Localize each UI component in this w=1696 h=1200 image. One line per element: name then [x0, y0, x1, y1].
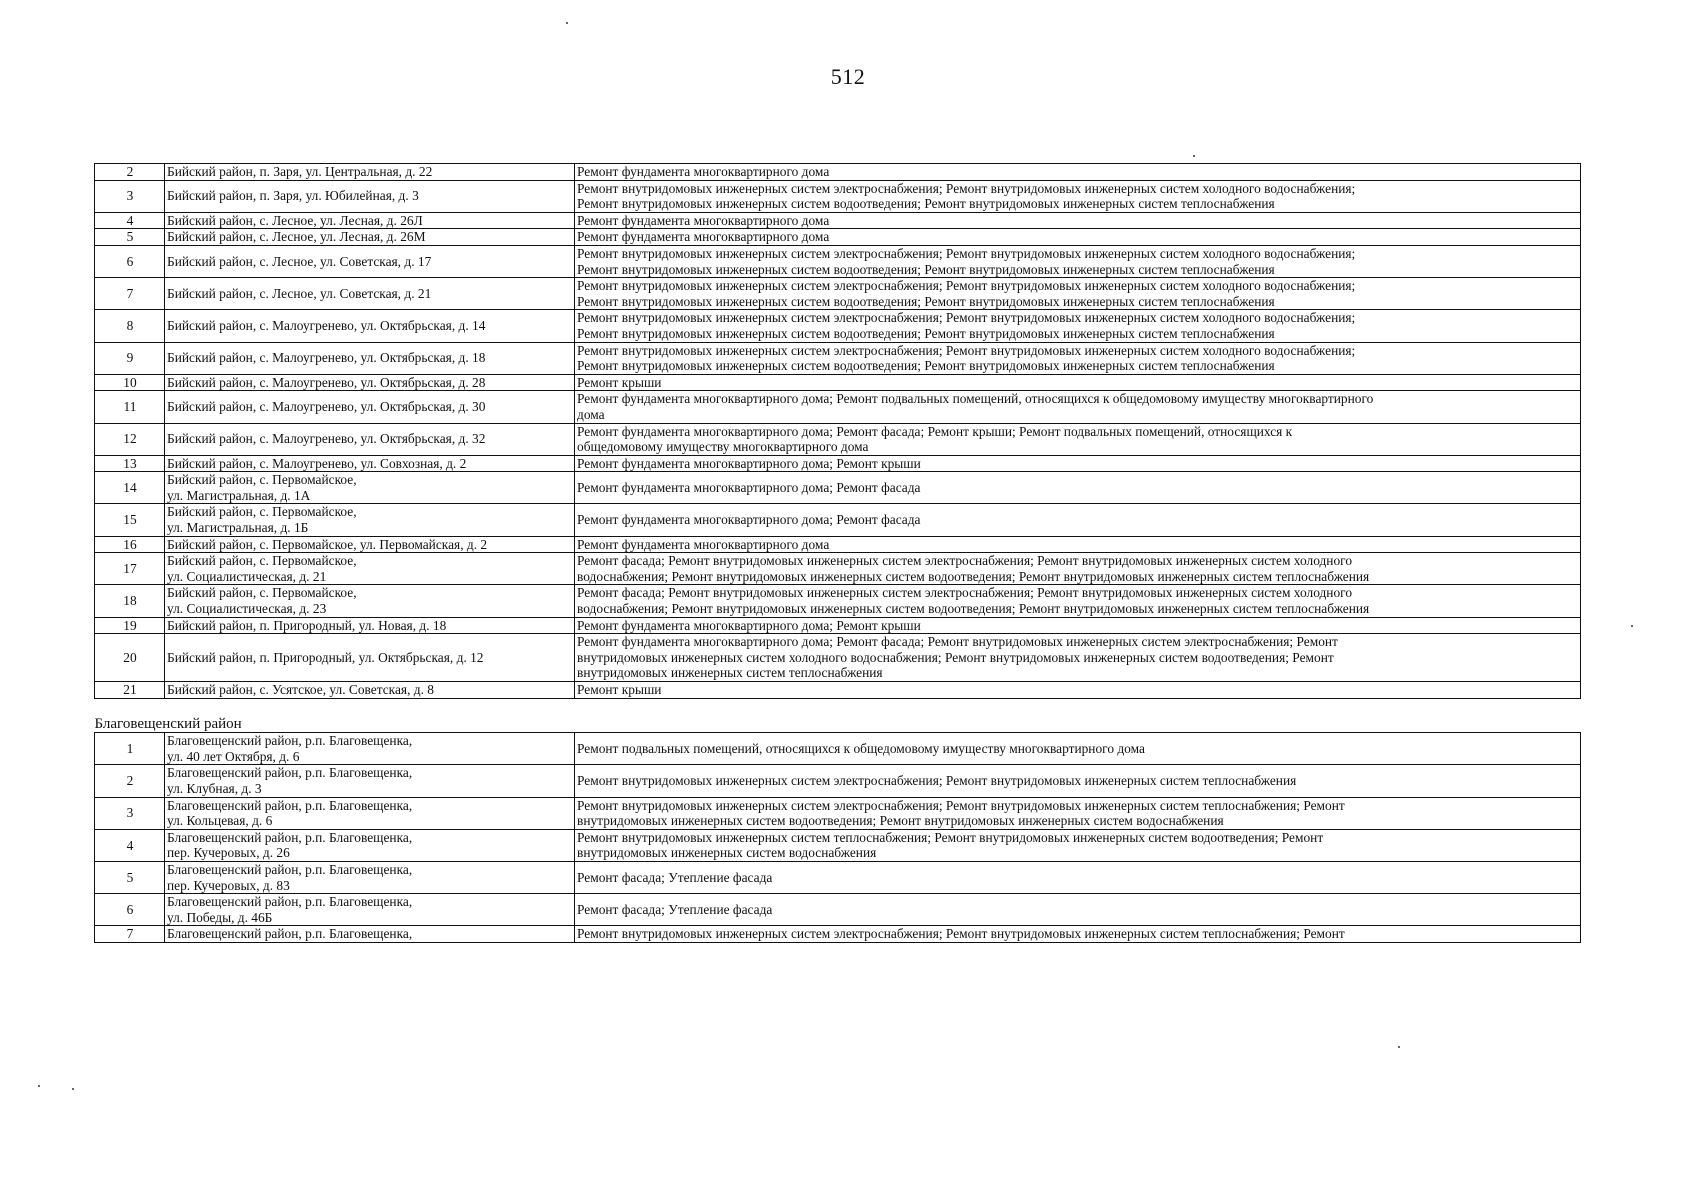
work-type-cell: Ремонт подвальных помещений, относящихся к общедомовому имуществу многоквартирного дома — [575, 733, 1581, 765]
work-type-cell: Ремонт внутридомовых инженерных систем электроснабжения; Ремонт внутридомовых инженерных систем теплоснабжения; Ремонт внутридомовых инженерных систем водоотведения; Ремонт внутридомовых инженерных систем водоснабжения — [575, 797, 1581, 829]
table-row — [95, 797, 1581, 829]
row-number: 14 — [95, 472, 165, 504]
table-row — [95, 553, 1581, 585]
row-number: 20 — [95, 634, 165, 682]
row-number: 21 — [95, 682, 165, 699]
work-type-cell: Ремонт внутридомовых инженерных систем электроснабжения; Ремонт внутридомовых инженерных систем теплоснабжения — [575, 765, 1581, 797]
row-number: 5 — [95, 229, 165, 246]
scan-speck — [72, 1088, 74, 1090]
table-row — [95, 472, 1581, 504]
address-cell: Бийский район, с. Малоугренево, ул. Октябрьская, д. 28 — [165, 374, 575, 391]
row-number: 8 — [95, 310, 165, 342]
district-section-title: Благовещенский район — [95, 698, 1581, 733]
row-number: 3 — [95, 180, 165, 212]
address-cell: Бийский район, с. Малоугренево, ул. Октябрьская, д. 14 — [165, 310, 575, 342]
row-number: 6 — [95, 245, 165, 277]
address-cell: Бийский район, с. Первомайское, ул. Социалистическая, д. 23 — [165, 585, 575, 617]
table-row — [95, 164, 1581, 181]
table-row — [95, 229, 1581, 246]
work-type-cell: Ремонт крыши — [575, 682, 1581, 699]
address-cell: Бийский район, п. Заря, ул. Центральная, д. 22 — [165, 164, 575, 181]
table-row — [95, 180, 1581, 212]
address-cell: Бийский район, с. Первомайское, ул. Магистральная, д. 1Б — [165, 504, 575, 536]
scan-speck — [1398, 1046, 1400, 1048]
address-cell: Благовещенский район, р.п. Благовещенка, ул. Кольцевая, д. 6 — [165, 797, 575, 829]
row-number: 13 — [95, 455, 165, 472]
work-type-cell: Ремонт фундамента многоквартирного дома; Ремонт фасада; Ремонт крыши; Ремонт подвальных помещений, относящихся к общедомовому имуществу многоквартирного дома — [575, 423, 1581, 455]
scan-speck — [566, 22, 568, 24]
table-row — [95, 733, 1581, 765]
row-number: 12 — [95, 423, 165, 455]
row-number: 11 — [95, 391, 165, 423]
address-cell: Благовещенский район, р.п. Благовещенка, ул. 40 лет Октября, д. 6 — [165, 733, 575, 765]
table-row — [95, 391, 1581, 423]
table-row — [95, 682, 1581, 699]
address-cell: Бийский район, с. Малоугренево, ул. Совхозная, д. 2 — [165, 455, 575, 472]
repair-table-body — [95, 164, 1581, 943]
row-number: 7 — [95, 278, 165, 310]
page-number: 512 — [830, 64, 866, 89]
work-type-cell: Ремонт фундамента многоквартирного дома — [575, 229, 1581, 246]
address-cell: Бийский район, п. Пригородный, ул. Новая, д. 18 — [165, 617, 575, 634]
address-cell: Бийский район, с. Лесное, ул. Лесная, д. 26М — [165, 229, 575, 246]
work-type-cell: Ремонт фасада; Ремонт внутридомовых инженерных систем электроснабжения; Ремонт внутридомовых инженерных систем холодного водоснабжения; Ремонт внутридомовых инженерных систем водоотведения; Ремонт внутридомовых инженерных систем теплоснабжения — [575, 553, 1581, 585]
work-type-cell: Ремонт внутридомовых инженерных систем электроснабжения; Ремонт внутридомовых инженерных систем холодного водоснабжения; Ремонт внутридомовых инженерных систем водоотведения; Ремонт внутридомовых инженерных систем теплоснабжения — [575, 310, 1581, 342]
work-type-cell: Ремонт фундамента многоквартирного дома — [575, 164, 1581, 181]
address-cell: Бийский район, с. Лесное, ул. Советская, д. 21 — [165, 278, 575, 310]
row-number: 17 — [95, 553, 165, 585]
work-type-cell: Ремонт внутридомовых инженерных систем электроснабжения; Ремонт внутридомовых инженерных систем теплоснабжения; Ремонт — [575, 926, 1581, 943]
scan-speck — [1193, 155, 1195, 157]
table-row — [95, 536, 1581, 553]
table-row — [95, 310, 1581, 342]
address-cell: Благовещенский район, р.п. Благовещенка, пер. Кучеровых, д. 26 — [165, 829, 575, 861]
table-row — [95, 829, 1581, 861]
address-cell: Благовещенский район, р.п. Благовещенка, ул. Клубная, д. 3 — [165, 765, 575, 797]
work-type-cell: Ремонт внутридомовых инженерных систем электроснабжения; Ремонт внутридомовых инженерных систем холодного водоснабжения; Ремонт внутридомовых инженерных систем водоотведения; Ремонт внутридомовых инженерных систем теплоснабжения — [575, 278, 1581, 310]
table-row — [95, 423, 1581, 455]
district-section-row — [95, 698, 1581, 733]
address-cell: Бийский район, с. Лесное, ул. Советская, д. 17 — [165, 245, 575, 277]
work-type-cell: Ремонт крыши — [575, 374, 1581, 391]
row-number: 1 — [95, 733, 165, 765]
table-row — [95, 894, 1581, 926]
table-row — [95, 455, 1581, 472]
address-cell: Бийский район, с. Усятское, ул. Советская, д. 8 — [165, 682, 575, 699]
work-type-cell: Ремонт фундамента многоквартирного дома; Ремонт фасада — [575, 472, 1581, 504]
address-cell: Благовещенский район, р.п. Благовещенка, пер. Кучеровых, д. 83 — [165, 861, 575, 893]
row-number: 15 — [95, 504, 165, 536]
address-cell: Благовещенский район, р.п. Благовещенка, ул. Победы, д. 46Б — [165, 894, 575, 926]
work-type-cell: Ремонт фундамента многоквартирного дома; Ремонт крыши — [575, 455, 1581, 472]
address-cell: Бийский район, с. Малоугренево, ул. Октябрьская, д. 30 — [165, 391, 575, 423]
work-type-cell: Ремонт фундамента многоквартирного дома; Ремонт фасада — [575, 504, 1581, 536]
address-cell: Бийский район, с. Лесное, ул. Лесная, д. 26Л — [165, 212, 575, 229]
address-cell: Бийский район, с. Малоугренево, ул. Октябрьская, д. 32 — [165, 423, 575, 455]
row-number: 10 — [95, 374, 165, 391]
address-cell: Бийский район, с. Первомайское, ул. Социалистическая, д. 21 — [165, 553, 575, 585]
row-number: 19 — [95, 617, 165, 634]
work-type-cell: Ремонт внутридомовых инженерных систем электроснабжения; Ремонт внутридомовых инженерных систем холодного водоснабжения; Ремонт внутридомовых инженерных систем водоотведения; Ремонт внутридомовых инженерных систем теплоснабжения — [575, 245, 1581, 277]
work-type-cell: Ремонт фундамента многоквартирного дома; Ремонт фасада; Ремонт внутридомовых инженерных систем электроснабжения; Ремонт внутридомовых инженерных систем холодного водоснабжения; Ремонт внутридомовых инженерных систем водоотведения; Ремонт внутридомовых инженерных систем теплоснабжения — [575, 634, 1581, 682]
table-row — [95, 926, 1581, 943]
table-row — [95, 765, 1581, 797]
work-type-cell: Ремонт фасада; Ремонт внутридомовых инженерных систем электроснабжения; Ремонт внутридомовых инженерных систем холодного водоснабжения; Ремонт внутридомовых инженерных систем водоотведения; Ремонт внутридомовых инженерных систем теплоснабжения — [575, 585, 1581, 617]
work-type-cell: Ремонт внутридомовых инженерных систем электроснабжения; Ремонт внутридомовых инженерных систем холодного водоснабжения; Ремонт внутридомовых инженерных систем водоотведения; Ремонт внутридомовых инженерных систем теплоснабжения — [575, 180, 1581, 212]
scan-speck — [1631, 625, 1633, 627]
table-row — [95, 634, 1581, 682]
address-cell: Благовещенский район, р.п. Благовещенка, — [165, 926, 575, 943]
table-row — [95, 861, 1581, 893]
table-row — [95, 245, 1581, 277]
row-number: 4 — [95, 829, 165, 861]
work-type-cell: Ремонт внутридомовых инженерных систем теплоснабжения; Ремонт внутридомовых инженерных систем водоотведения; Ремонт внутридомовых инженерных систем водоснабжения — [575, 829, 1581, 861]
row-number: 18 — [95, 585, 165, 617]
table-row — [95, 212, 1581, 229]
row-number: 6 — [95, 894, 165, 926]
address-cell: Бийский район, п. Пригородный, ул. Октябрьская, д. 12 — [165, 634, 575, 682]
row-number: 5 — [95, 861, 165, 893]
row-number: 4 — [95, 212, 165, 229]
row-number: 2 — [95, 164, 165, 181]
work-type-cell: Ремонт фундамента многоквартирного дома; Ремонт подвальных помещений, относящихся к общедомовому имуществу многоквартирного дома — [575, 391, 1581, 423]
scan-speck — [38, 1085, 40, 1087]
repair-table — [94, 163, 1581, 943]
work-type-cell: Ремонт внутридомовых инженерных систем электроснабжения; Ремонт внутридомовых инженерных систем холодного водоснабжения; Ремонт внутридомовых инженерных систем водоотведения; Ремонт внутридомовых инженерных систем теплоснабжения — [575, 342, 1581, 374]
table-row — [95, 342, 1581, 374]
row-number: 9 — [95, 342, 165, 374]
table-row — [95, 504, 1581, 536]
row-number: 16 — [95, 536, 165, 553]
work-type-cell: Ремонт фасада; Утепление фасада — [575, 861, 1581, 893]
address-cell: Бийский район, с. Первомайское, ул. Магистральная, д. 1А — [165, 472, 575, 504]
row-number: 3 — [95, 797, 165, 829]
address-cell: Бийский район, с. Первомайское, ул. Первомайская, д. 2 — [165, 536, 575, 553]
row-number: 7 — [95, 926, 165, 943]
table-row — [95, 278, 1581, 310]
work-type-cell: Ремонт фундамента многоквартирного дома — [575, 212, 1581, 229]
row-number: 2 — [95, 765, 165, 797]
table-row — [95, 585, 1581, 617]
table-row — [95, 374, 1581, 391]
work-type-cell: Ремонт фундамента многоквартирного дома — [575, 536, 1581, 553]
table-row — [95, 617, 1581, 634]
address-cell: Бийский район, п. Заря, ул. Юбилейная, д. 3 — [165, 180, 575, 212]
address-cell: Бийский район, с. Малоугренево, ул. Октябрьская, д. 18 — [165, 342, 575, 374]
work-type-cell: Ремонт фасада; Утепление фасада — [575, 894, 1581, 926]
work-type-cell: Ремонт фундамента многоквартирного дома; Ремонт крыши — [575, 617, 1581, 634]
